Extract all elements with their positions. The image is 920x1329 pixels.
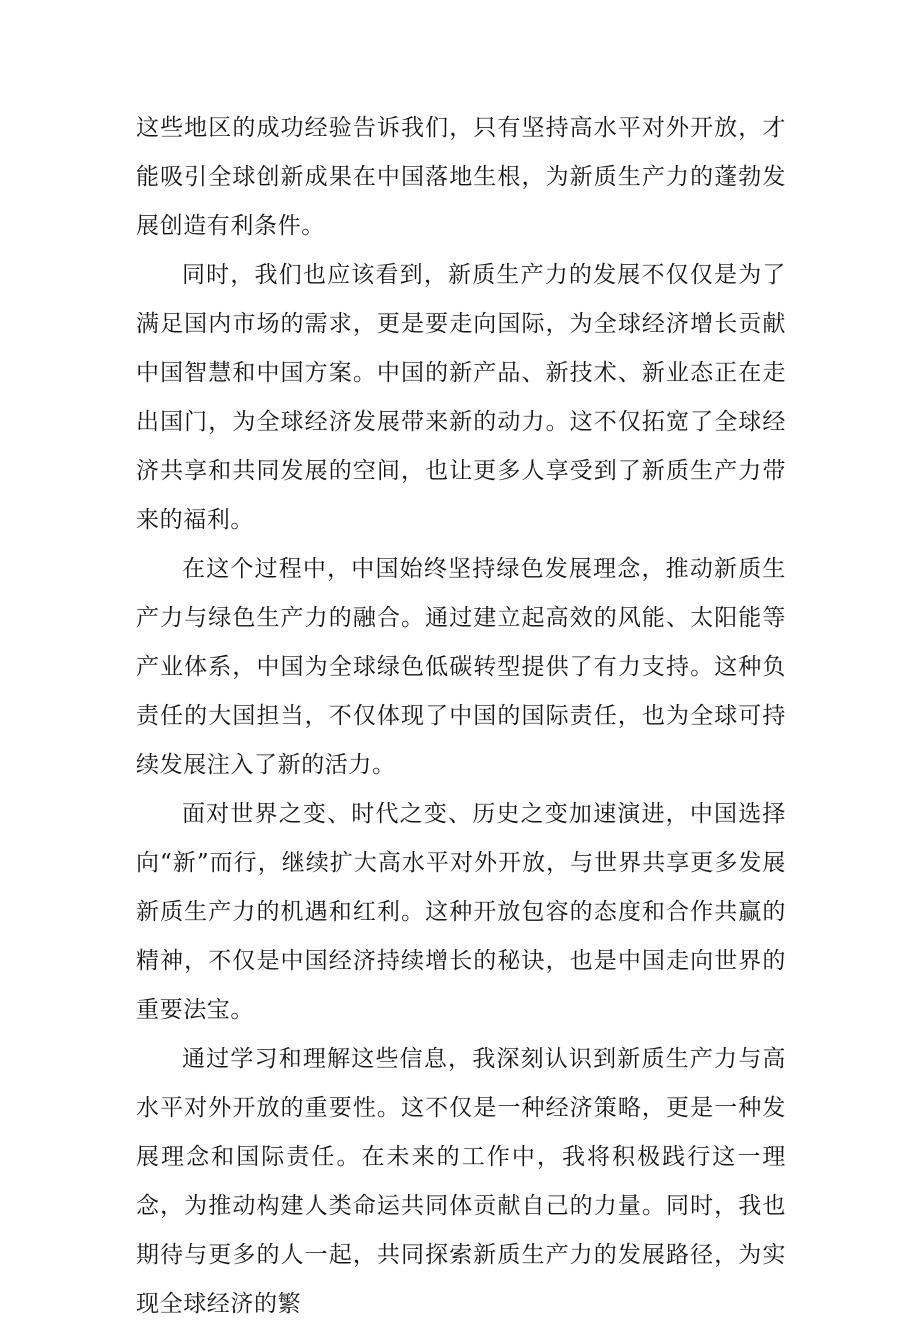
- paragraph-5: 通过学习和理解这些信息，我深刻认识到新质生产力与高水平对外开放的重要性。这不仅是一种经济策略，更是一种发展理念和国际责任。在未来的工作中，我将积极践行这一理念，为推动构建人类命运共同体贡献自己的力量。同时，我也期待与更多的人一起，共同探索新质生产力的发展路径，为实现全球经济的繁: [136, 1046, 786, 1317]
- paragraph-2: 同时，我们也应该看到，新质生产力的发展不仅仅是为了满足国内市场的需求，更是要走向国际，为全球经济增长贡献中国智慧和中国方案。中国的新产品、新技术、新业态正在走出国门，为全球经济发展带来新的动力。这不仅拓宽了全球经济共享和共同发展的空间，也让更多人享受到了新质生产力带来的福利。: [136, 262, 786, 533]
- paragraph-3: 在这个过程中，中国始终坚持绿色发展理念，推动新质生产力与绿色生产力的融合。通过建立起高效的风能、太阳能等产业体系，中国为全球绿色低碳转型提供了有力支持。这种负责任的大国担当，不仅体现了中国的国际责任，也为全球可持续发展注入了新的活力。: [136, 556, 786, 778]
- paragraph-4: 面对世界之变、时代之变、历史之变加速演进，中国选择向“新”而行，继续扩大高水平对外开放，与世界共享更多发展新质生产力的机遇和红利。这种开放包容的态度和合作共赢的精神，不仅是中国经济持续增长的秘诀，也是中国走向世界的重要法宝。: [136, 801, 786, 1023]
- paragraph-1: 这些地区的成功经验告诉我们，只有坚持高水平对外开放，才能吸引全球创新成果在中国落地生根，为新质生产力的蓬勃发展创造有利条件。: [136, 115, 786, 239]
- document-body: [136, 104, 786, 1329]
